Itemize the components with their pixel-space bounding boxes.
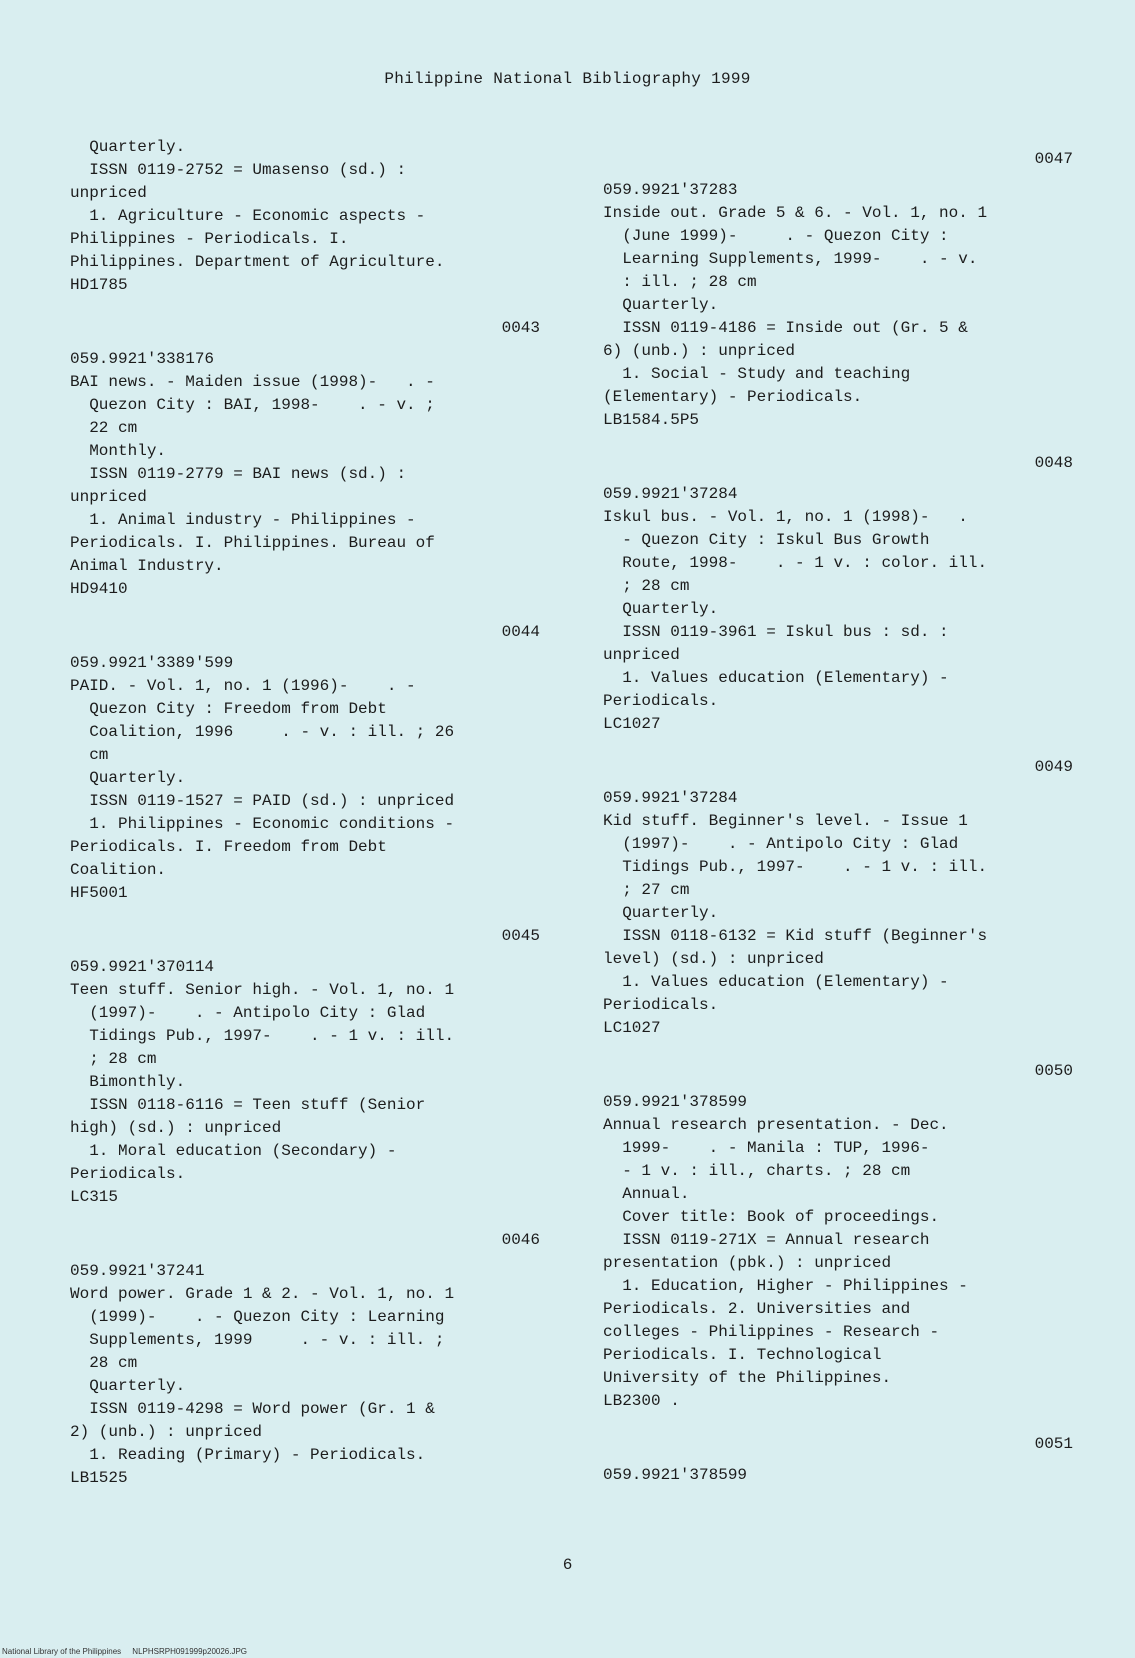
entry-line: Quezon City : Freedom from Debt <box>70 700 387 718</box>
bibliography-entry <box>603 756 1073 1040</box>
entry-line: ISSN 0119-4186 = Inside out (Gr. 5 & <box>603 319 968 337</box>
entry-line: Tidings Pub., 1997- . - 1 v. : ill. <box>603 858 988 876</box>
bibliography-entry <box>70 136 540 297</box>
entry-line: Quarterly. <box>70 138 186 156</box>
entry-line: Iskul bus. - Vol. 1, no. 1 (1998)- . <box>603 508 968 526</box>
entry-line: Quarterly. <box>603 296 719 314</box>
entry-line: Periodicals. <box>70 1165 186 1183</box>
entry-line: presentation (pbk.) : unpriced <box>603 1254 892 1272</box>
bibliography-entry <box>603 452 1073 736</box>
entry-line: unpriced <box>70 184 147 202</box>
entry-line: Philippines. Department of Agriculture. <box>70 253 445 271</box>
entry-line: ISSN 0119-4298 = Word power (Gr. 1 & <box>70 1400 435 1418</box>
entry-line: Coalition. <box>70 861 167 879</box>
entry-line: ISSN 0119-2752 = Umasenso (sd.) : <box>70 161 407 179</box>
right-column <box>603 148 1073 1507</box>
entry-line: 1. Moral education (Secondary) - <box>70 1142 397 1160</box>
entry-line: Learning Supplements, 1999- . - v. <box>603 250 978 268</box>
entry-line: Periodicals. <box>603 996 719 1014</box>
entry-line: (1997)- . - Antipolo City : Glad <box>70 1004 426 1022</box>
entry-line: ; 28 cm <box>603 577 690 595</box>
bibliography-entry <box>603 1060 1073 1413</box>
footer-caption: National Library of the Philippines NLPHSRPH091999p20026.JPG <box>2 1647 248 1656</box>
entry-line: LB1584.5P5 <box>603 411 700 429</box>
entry-line: Kid stuff. Beginner's level. - Issue 1 <box>603 812 968 830</box>
bibliography-entry <box>70 621 540 905</box>
entry-line: LC1027 <box>603 715 661 733</box>
entry-line: University of the Philippines. <box>603 1369 892 1387</box>
entry-line: level) (sd.) : unpriced <box>603 950 824 968</box>
entry-line: Monthly. <box>70 442 167 460</box>
entry-line: Quarterly. <box>603 600 719 618</box>
entry-line: Annual. <box>603 1185 690 1203</box>
entry-line: ISSN 0118-6132 = Kid stuff (Beginner's <box>603 927 988 945</box>
entry-number: 0046 <box>501 1231 540 1249</box>
entry-line: Cover title: Book of proceedings. <box>603 1208 940 1226</box>
entry-line: 059.9921'370114 <box>70 958 215 976</box>
entry-line: 059.9921'37284 <box>603 789 738 807</box>
bibliography-entry <box>603 1433 1073 1487</box>
bibliography-entry <box>70 317 540 601</box>
entry-line: Bimonthly. <box>70 1073 186 1091</box>
entry-line: unpriced <box>603 646 680 664</box>
entry-line: 1. Animal industry - Philippines - <box>70 511 416 529</box>
entry-number: 0051 <box>1034 1435 1073 1453</box>
entry-line: ISSN 0119-271X = Annual research <box>603 1231 930 1249</box>
entry-line: Periodicals. <box>603 692 719 710</box>
entry-number: 0048 <box>1034 454 1073 472</box>
entry-line: HD9410 <box>70 580 128 598</box>
entry-line: unpriced <box>70 488 147 506</box>
bibliography-entry <box>603 148 1073 432</box>
entry-line: high) (sd.) : unpriced <box>70 1119 282 1137</box>
entry-line: BAI news. - Maiden issue (1998)- . - <box>70 373 435 391</box>
page-title: Philippine National Bibliography 1999 <box>384 70 751 88</box>
entry-line: - Quezon City : Iskul Bus Growth <box>603 531 930 549</box>
entry-line: Quezon City : BAI, 1998- . - v. ; <box>70 396 435 414</box>
bibliography-entry <box>70 925 540 1209</box>
entry-line: 059.9921'378599 <box>603 1466 748 1484</box>
entry-line: Quarterly. <box>603 904 719 922</box>
entry-line: - 1 v. : ill., charts. ; 28 cm <box>603 1162 911 1180</box>
entry-line: ISSN 0119-3961 = Iskul bus : sd. : <box>603 623 949 641</box>
entry-line: 1. Values education (Elementary) - <box>603 669 949 687</box>
entry-line: (1999)- . - Quezon City : Learning <box>70 1308 445 1326</box>
entry-line: Teen stuff. Senior high. - Vol. 1, no. 1 <box>70 981 455 999</box>
entry-line: 059.9921'37284 <box>603 485 738 503</box>
entry-line: cm <box>70 746 109 764</box>
entry-line: Periodicals. 2. Universities and <box>603 1300 911 1318</box>
entry-line: LB2300 . <box>603 1392 680 1410</box>
entry-number: 0044 <box>501 623 540 641</box>
entry-line: 2) (unb.) : unpriced <box>70 1423 263 1441</box>
entry-line: 1. Education, Higher - Philippines - <box>603 1277 968 1295</box>
entry-line: PAID. - Vol. 1, no. 1 (1996)- . - <box>70 677 416 695</box>
entry-line: ISSN 0119-1527 = PAID (sd.) : unpriced <box>70 792 455 810</box>
entry-line: 22 cm <box>70 419 138 437</box>
entry-line: Animal Industry. <box>70 557 224 575</box>
entry-line: : ill. ; 28 cm <box>603 273 757 291</box>
entry-line: Quarterly. <box>70 1377 186 1395</box>
entry-line: ISSN 0119-2779 = BAI news (sd.) : <box>70 465 407 483</box>
entry-number: 0049 <box>1034 758 1073 776</box>
entry-number: 0043 <box>501 319 540 337</box>
entry-line: Tidings Pub., 1997- . - 1 v. : ill. <box>70 1027 455 1045</box>
entry-line: colleges - Philippines - Research - <box>603 1323 940 1341</box>
entry-line: 6) (unb.) : unpriced <box>603 342 796 360</box>
entry-number: 0050 <box>1034 1062 1073 1080</box>
entry-line: Quarterly. <box>70 769 186 787</box>
entry-line: 059.9921'338176 <box>70 350 215 368</box>
entry-line: (June 1999)- . - Quezon City : <box>603 227 949 245</box>
page-number: 6 <box>562 1556 573 1574</box>
entry-line: 1. Social - Study and teaching <box>603 365 911 383</box>
entry-line: 059.9921'3389'599 <box>70 654 234 672</box>
entry-line: Supplements, 1999 . - v. : ill. ; <box>70 1331 445 1349</box>
entry-line: 059.9921'37283 <box>603 181 738 199</box>
left-column <box>70 136 540 1510</box>
bibliography-entry <box>70 1229 540 1490</box>
entry-line: 28 cm <box>70 1354 138 1372</box>
entry-line: Periodicals. I. Freedom from Debt <box>70 838 387 856</box>
entry-line: 1. Philippines - Economic conditions - <box>70 815 455 833</box>
entry-number: 0045 <box>501 927 540 945</box>
entry-line: 1. Values education (Elementary) - <box>603 973 949 991</box>
entry-line: 1999- . - Manila : TUP, 1996- <box>603 1139 930 1157</box>
entry-line: 059.9921'37241 <box>70 1262 205 1280</box>
entry-number: 0047 <box>1034 150 1073 168</box>
entry-line: ; 27 cm <box>603 881 690 899</box>
entry-line: (1997)- . - Antipolo City : Glad <box>603 835 959 853</box>
entry-line: Coalition, 1996 . - v. : ill. ; 26 <box>70 723 455 741</box>
entry-line: Route, 1998- . - 1 v. : color. ill. <box>603 554 988 572</box>
entry-line: Periodicals. I. Technological <box>603 1346 882 1364</box>
entry-line: HF5001 <box>70 884 128 902</box>
entry-line: Periodicals. I. Philippines. Bureau of <box>70 534 435 552</box>
entry-line: LC315 <box>70 1188 119 1206</box>
entry-line: HD1785 <box>70 276 128 294</box>
entry-line: 1. Agriculture - Economic aspects - <box>70 207 426 225</box>
entry-line: Philippines - Periodicals. I. <box>70 230 349 248</box>
entry-line: 059.9921'378599 <box>603 1093 748 1111</box>
entry-line: 1. Reading (Primary) - Periodicals. <box>70 1446 426 1464</box>
entry-line: LB1525 <box>70 1469 128 1487</box>
entry-line: ISSN 0118-6116 = Teen stuff (Senior <box>70 1096 426 1114</box>
entry-line: Word power. Grade 1 & 2. - Vol. 1, no. 1 <box>70 1285 455 1303</box>
entry-line: ; 28 cm <box>70 1050 157 1068</box>
entry-line: Annual research presentation. - Dec. <box>603 1116 949 1134</box>
entry-line: (Elementary) - Periodicals. <box>603 388 863 406</box>
entry-line: Inside out. Grade 5 & 6. - Vol. 1, no. 1 <box>603 204 988 222</box>
entry-line: LC1027 <box>603 1019 661 1037</box>
